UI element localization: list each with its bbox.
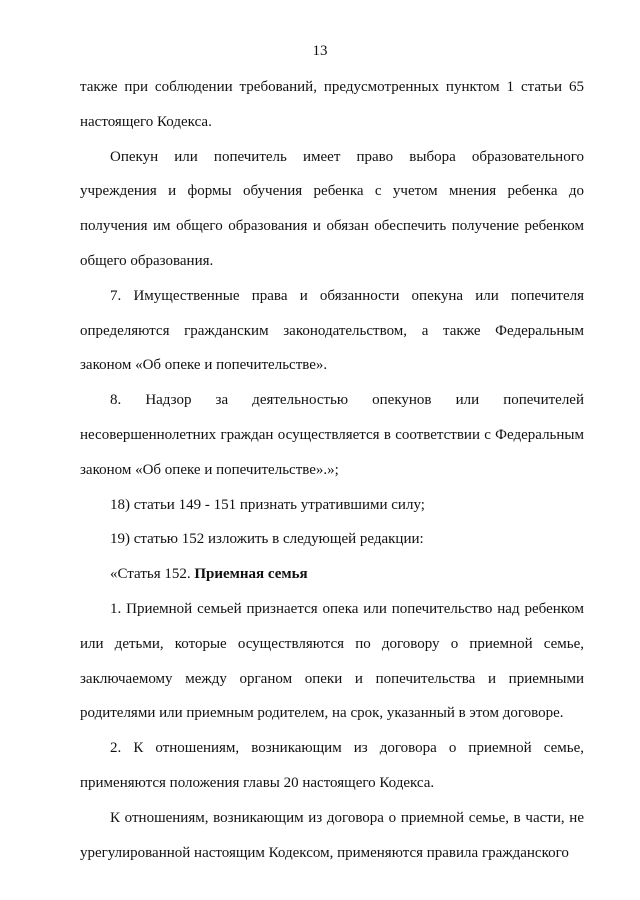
paragraph: 19) статью 152 изложить в следующей редакции: [110,531,424,548]
paragraph: 18) статьи 149 - 151 признать утратившими силу; [110,496,425,513]
paragraph: также при соблюдении требований, предусмотренных пунктом 1 статьи 65 настоящего Кодекса. [80,79,584,130]
article-heading [80,557,584,592]
document-body [80,70,584,870]
paragraph: К отношениям, возникающим из договора о приемной семье, в части, не урегулированной настоящим Кодексом, применяются правила гражданского [80,809,584,861]
article-heading-prefix: «Статья 152. [110,566,195,583]
paragraph: 7. Имущественные права и обязанности опекуна или попечителя определяются гражданским законодательством, а также Федеральным законом «Об опеке и попечительстве». [80,287,584,374]
paragraph: Опекун или попечитель имеет право выбора образовательного учреждения и формы обучения ребенка с учетом мнения ребенка до получения им общего образования и обязан обеспечить получение ребенком общего образования. [80,148,584,269]
article-heading-title: Приемная семья [194,566,308,583]
paragraph: 8. Надзор за деятельностью опекунов или попечителей несовершеннолетних граждан осуществляется в соответствии с Федеральным законом «Об опеке и попечительстве».»; [80,392,584,478]
page-number: 13 [312,43,328,59]
paragraph: 2. К отношениям, возникающим из договора о приемной семье, применяются положения главы 20 настоящего Кодекса. [80,740,584,791]
paragraph: 1. Приемной семьей признается опека или попечительство над ребенком или детьми, которые осуществляются по договору о приемной семье, заключаемому между органом опеки и попечительства и приемными родителями или приемным родителем, на срок, указанный в этом договоре. [80,600,584,722]
